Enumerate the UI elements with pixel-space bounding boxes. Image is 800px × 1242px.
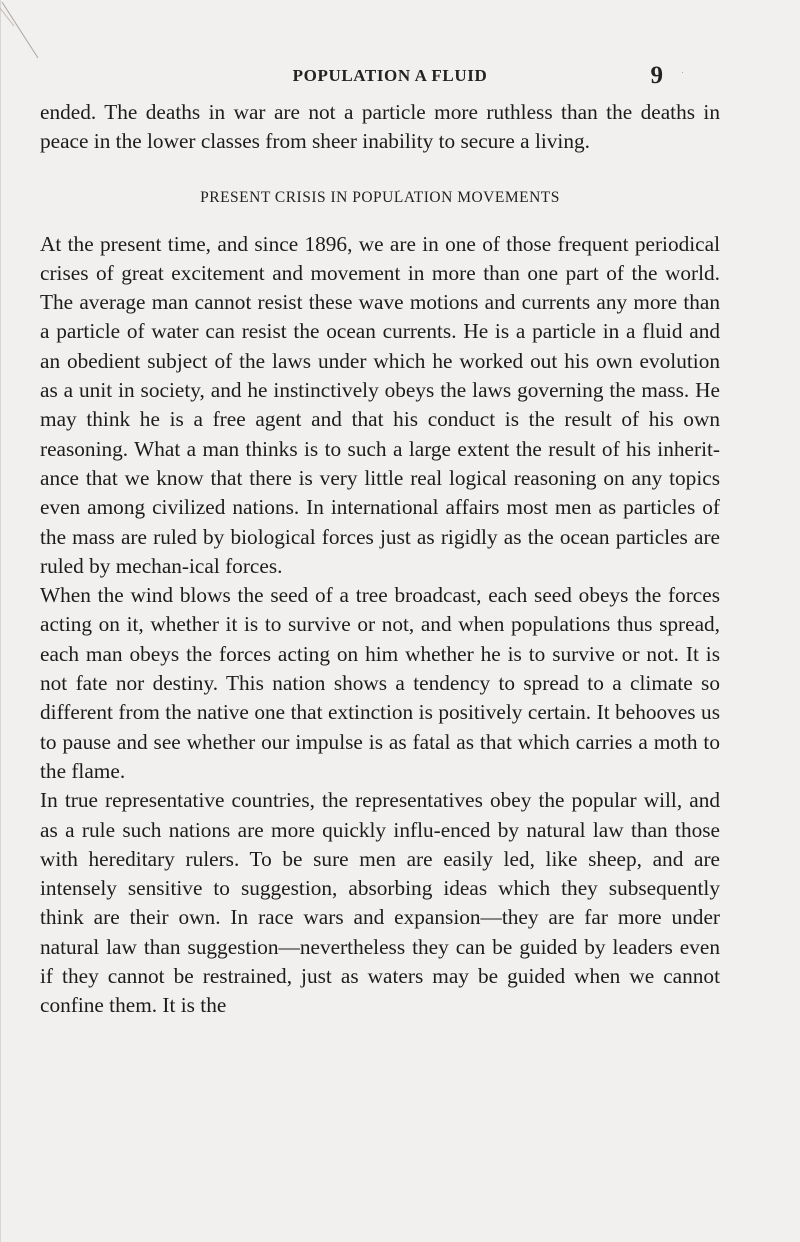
running-header	[40, 62, 760, 92]
paragraph: ended. The deaths in war are not a particle more ruthless than the deaths in peace in the lower classes from sheer inability to secure a living.	[40, 100, 720, 154]
paper-crease	[0, 0, 1, 1242]
corner-crease-mark	[0, 0, 60, 70]
running-title: POPULATION A FLUID	[292, 66, 488, 85]
paragraph: In true representative countries, the representatives obey the popular will, and as a rule such nations are more quickly influ-enced by natural law than those with hereditary rulers. To be sure men are easily led, like sheep, and are intensely sensitive to suggestion, absorbing ideas which they subsequently think are their own. In race wars and expansion—they are far more under natural law than suggestion—nevertheless they can be guided by leaders even if they cannot be restrained, just as waters may be guided when we cannot confine them. It is the	[40, 788, 720, 1018]
paragraph: When the wind blows the seed of a tree broadcast, each seed obeys the forces acting on it, whether it is to survive or not, and when populations thus spread, each man obeys the forces acting on him whether he is to survive or not. It is not fate nor destiny. This nation shows a tendency to spread to a climate so different from the native one that extinction is positively certain. It behooves us to pause and see whether our impulse is as fatal as that which carries a moth to the flame.	[40, 583, 720, 783]
paragraph: At the present time, and since 1896, we are in one of those frequent periodical crises of great excitement and movement in more than one part of the world. The average man cannot resist these wave motions and currents any more than a particle of water can resist the ocean currents. He is a particle in a fluid and an obedient subject of the laws under which he worked out his own evolution as a unit in society, and he instinctively obeys the laws governing the mass. He may think he is a free agent and that his conduct is the result of his own reasoning. What a man thinks is to such a large extent the result of his inherit-ance that we know that there is very little real logical reasoning on any topics even among civilized nations. In international affairs most men as particles of the mass are ruled by biological forces just as rigidly as the ocean particles are ruled by mechan-ical forces.	[40, 231, 720, 578]
body-text	[40, 98, 720, 1021]
page-number: 9	[650, 62, 663, 89]
section-heading: PRESENT CRISIS IN POPULATION MOVEMENTS	[200, 188, 560, 206]
